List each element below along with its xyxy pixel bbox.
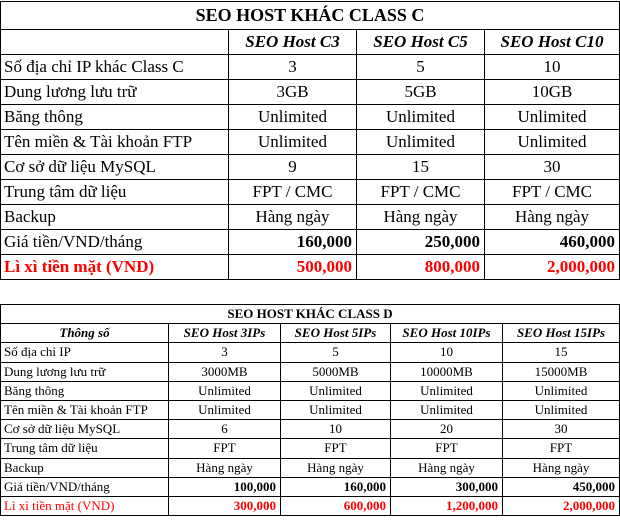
- cell: 15000MB: [503, 362, 620, 381]
- price-row: [1, 230, 620, 255]
- header-cell-seo-host-10ips: SEO Host 10IPs: [391, 324, 503, 343]
- table-row: [1, 343, 620, 362]
- row-label: Lì xì tiền mặt (VND): [1, 496, 169, 515]
- header-cell-seo-host-5ips: SEO Host 5IPs: [281, 324, 391, 343]
- cell: Hàng ngày: [357, 205, 485, 230]
- table-row: [1, 205, 620, 230]
- table-row: [1, 155, 620, 180]
- price-cell: 160,000: [281, 477, 391, 496]
- table-row: [1, 180, 620, 205]
- cell: 10000MB: [391, 362, 503, 381]
- table-header-row: [1, 30, 620, 55]
- header-cell-seo-host-c3: SEO Host C3: [229, 30, 357, 55]
- row-label: Tên miền & Tài khoản FTP: [1, 130, 229, 155]
- table-row: [1, 439, 620, 458]
- cash-gift-row: [1, 496, 620, 515]
- table-row: [1, 130, 620, 155]
- cell: Unlimited: [485, 105, 620, 130]
- price-cell: 300,000: [391, 477, 503, 496]
- cash-gift-cell: 300,000: [169, 496, 281, 515]
- price-cell: 460,000: [485, 230, 620, 255]
- cash-gift-cell: 600,000: [281, 496, 391, 515]
- row-label: Số địa chỉ IP khác Class C: [1, 55, 229, 80]
- table-header-row: [1, 324, 620, 343]
- cash-gift-cell: 1,200,000: [391, 496, 503, 515]
- cell: Unlimited: [229, 105, 357, 130]
- row-label: Dung lương lưu trữ: [1, 80, 229, 105]
- table-row: [1, 458, 620, 477]
- cash-gift-cell: 2,000,000: [503, 496, 620, 515]
- cell: Unlimited: [503, 381, 620, 400]
- cell: Unlimited: [281, 381, 391, 400]
- cell: Unlimited: [485, 130, 620, 155]
- header-cell-seo-host-c10: SEO Host C10: [485, 30, 620, 55]
- cell: Hàng ngày: [485, 205, 620, 230]
- row-label: Backup: [1, 458, 169, 477]
- cell: 3: [229, 55, 357, 80]
- header-cell-seo-host-3ips: SEO Host 3IPs: [169, 324, 281, 343]
- row-label: Tên miền & Tài khoản FTP: [1, 400, 169, 419]
- row-label: Lì xì tiền mặt (VND): [1, 255, 229, 280]
- cell: FPT / CMC: [485, 180, 620, 205]
- cell: 30: [503, 420, 620, 439]
- price-cell: 160,000: [229, 230, 357, 255]
- row-label: Số địa chỉ IP: [1, 343, 169, 362]
- cell: 15: [503, 343, 620, 362]
- cell: 5000MB: [281, 362, 391, 381]
- cell: 3000MB: [169, 362, 281, 381]
- cell: 6: [169, 420, 281, 439]
- price-cell: 450,000: [503, 477, 620, 496]
- cell: 10: [485, 55, 620, 80]
- cell: Hàng ngày: [229, 205, 357, 230]
- cell: Unlimited: [357, 130, 485, 155]
- table-row: [1, 105, 620, 130]
- cell: FPT: [281, 439, 391, 458]
- class-c-pricing-table: [0, 1, 620, 280]
- cell: 10GB: [485, 80, 620, 105]
- table-row: [1, 400, 620, 419]
- price-cell: 250,000: [357, 230, 485, 255]
- cell: FPT: [503, 439, 620, 458]
- cell: FPT / CMC: [229, 180, 357, 205]
- price-row: [1, 477, 620, 496]
- cell: Hàng ngày: [503, 458, 620, 477]
- row-label: Băng thông: [1, 105, 229, 130]
- header-cell-seo-host-c5: SEO Host C5: [357, 30, 485, 55]
- cell: Hàng ngày: [391, 458, 503, 477]
- table-row: [1, 80, 620, 105]
- cash-gift-cell: 500,000: [229, 255, 357, 280]
- cell: 30: [485, 155, 620, 180]
- table-row: [1, 381, 620, 400]
- class-d-title: SEO HOST KHÁC CLASS D: [1, 305, 620, 324]
- table-row: [1, 362, 620, 381]
- price-cell: 100,000: [169, 477, 281, 496]
- row-label: Dung lương lưu trữ: [1, 362, 169, 381]
- row-label: Băng thông: [1, 381, 169, 400]
- header-cell-seo-host-15ips: SEO Host 15IPs: [503, 324, 620, 343]
- cell: 5: [281, 343, 391, 362]
- cell: FPT: [391, 439, 503, 458]
- cell: Unlimited: [503, 400, 620, 419]
- class-c-title: SEO HOST KHÁC CLASS C: [1, 2, 620, 30]
- row-label: Giá tiền/VND/tháng: [1, 477, 169, 496]
- table-row: [1, 55, 620, 80]
- cash-gift-cell: 800,000: [357, 255, 485, 280]
- cell: 5GB: [357, 80, 485, 105]
- row-label: Backup: [1, 205, 229, 230]
- cell: Unlimited: [229, 130, 357, 155]
- row-label: Giá tiền/VND/tháng: [1, 230, 229, 255]
- row-label: Trung tâm dữ liệu: [1, 180, 229, 205]
- cell: 3GB: [229, 80, 357, 105]
- cell: Unlimited: [391, 400, 503, 419]
- cell: Unlimited: [169, 381, 281, 400]
- cell: Unlimited: [357, 105, 485, 130]
- cell: 3: [169, 343, 281, 362]
- cell: 15: [357, 155, 485, 180]
- cell: Hàng ngày: [281, 458, 391, 477]
- header-cell-thong-so: Thông số: [1, 324, 169, 343]
- row-label: Cơ sở dữ liệu MySQL: [1, 420, 169, 439]
- cell: FPT / CMC: [357, 180, 485, 205]
- row-label: Cơ sở dữ liệu MySQL: [1, 155, 229, 180]
- cell: Unlimited: [391, 381, 503, 400]
- table-title-row: [1, 2, 620, 30]
- cell: Hàng ngày: [169, 458, 281, 477]
- cash-gift-cell: 2,000,000: [485, 255, 620, 280]
- class-d-pricing-table: [0, 304, 620, 516]
- cell: 10: [391, 343, 503, 362]
- header-cell: [1, 30, 229, 55]
- cell: 10: [281, 420, 391, 439]
- cell: Unlimited: [281, 400, 391, 419]
- cell: 5: [357, 55, 485, 80]
- cell: 20: [391, 420, 503, 439]
- table-title-row: [1, 305, 620, 324]
- row-label: Trung tâm dữ liệu: [1, 439, 169, 458]
- cell: Unlimited: [169, 400, 281, 419]
- table-row: [1, 420, 620, 439]
- cash-gift-row: [1, 255, 620, 280]
- cell: 9: [229, 155, 357, 180]
- cell: FPT: [169, 439, 281, 458]
